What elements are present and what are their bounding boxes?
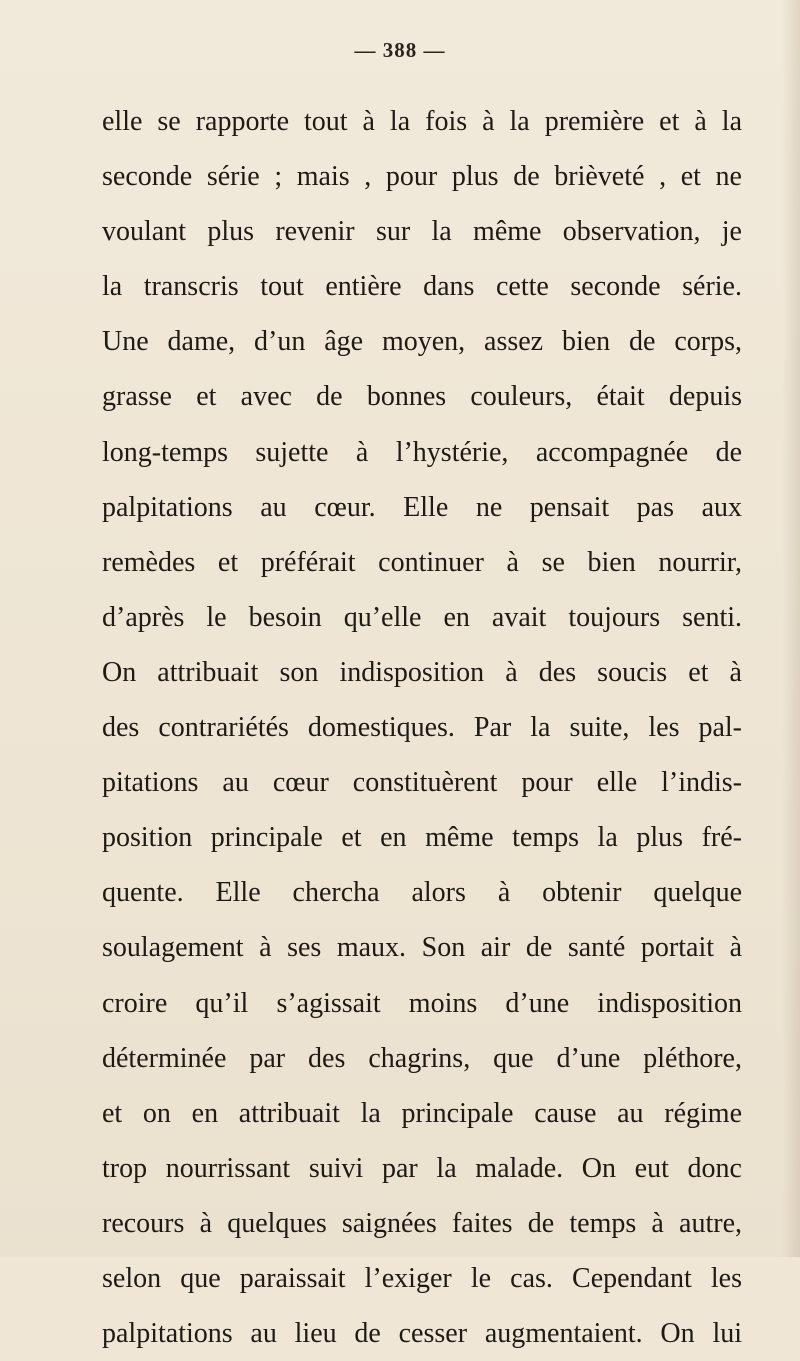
text-line: déterminée par des chagrins, que d’une pléthore,	[102, 1042, 742, 1074]
text-line: On attribuait son indisposition à des soucis et à	[102, 656, 742, 688]
text-line: d’après le besoin qu’elle en avait toujours senti.	[102, 601, 742, 633]
text-line: Une dame, d’un âge moyen, assez bien de corps,	[102, 326, 742, 358]
body-text	[102, 94, 742, 1361]
text-line: palpitations au lieu de cesser augmentaient. On lui	[102, 1318, 742, 1350]
text-line: la transcris tout entière dans cette seconde série.	[102, 271, 742, 303]
text-line: seconde série ; mais , pour plus de brièveté , et ne	[102, 161, 742, 193]
text-line: long-temps sujette à l’hystérie, accompagnée de	[102, 436, 742, 468]
text-line: quente. Elle chercha alors à obtenir quelque	[102, 877, 742, 909]
text-line: remèdes et préférait continuer à se bien nourrir,	[102, 546, 742, 578]
text-line: pitations au cœur constituèrent pour elle l’indis-	[102, 767, 742, 799]
text-line: selon que paraissait l’exiger le cas. Cependant les	[102, 1262, 742, 1294]
page-number: — 388 —	[354, 38, 446, 62]
text-line: grasse et avec de bonnes couleurs, était depuis	[102, 381, 742, 413]
text-line: croire qu’il s’agissait moins d’une indisposition	[102, 987, 742, 1019]
text-line: des contrariétés domestiques. Par la suite, les pal-	[102, 712, 742, 744]
text-line: position principale et en même temps la plus fré-	[102, 822, 742, 854]
page-edge-shadow	[782, 0, 800, 1257]
text-line: voulant plus revenir sur la même observation, je	[102, 216, 742, 248]
text-line: elle se rapporte tout à la fois à la première et à la	[102, 106, 742, 137]
text-line: recours à quelques saignées faites de temps à autre,	[102, 1207, 742, 1239]
text-line: palpitations au cœur. Elle ne pensait pas aux	[102, 491, 742, 523]
text-line: soulagement à ses maux. Son air de santé portait à	[102, 932, 742, 964]
text-line: et on en attribuait la principale cause au régime	[102, 1097, 742, 1129]
text-line: trop nourrissant suivi par la malade. On eut donc	[102, 1152, 742, 1184]
